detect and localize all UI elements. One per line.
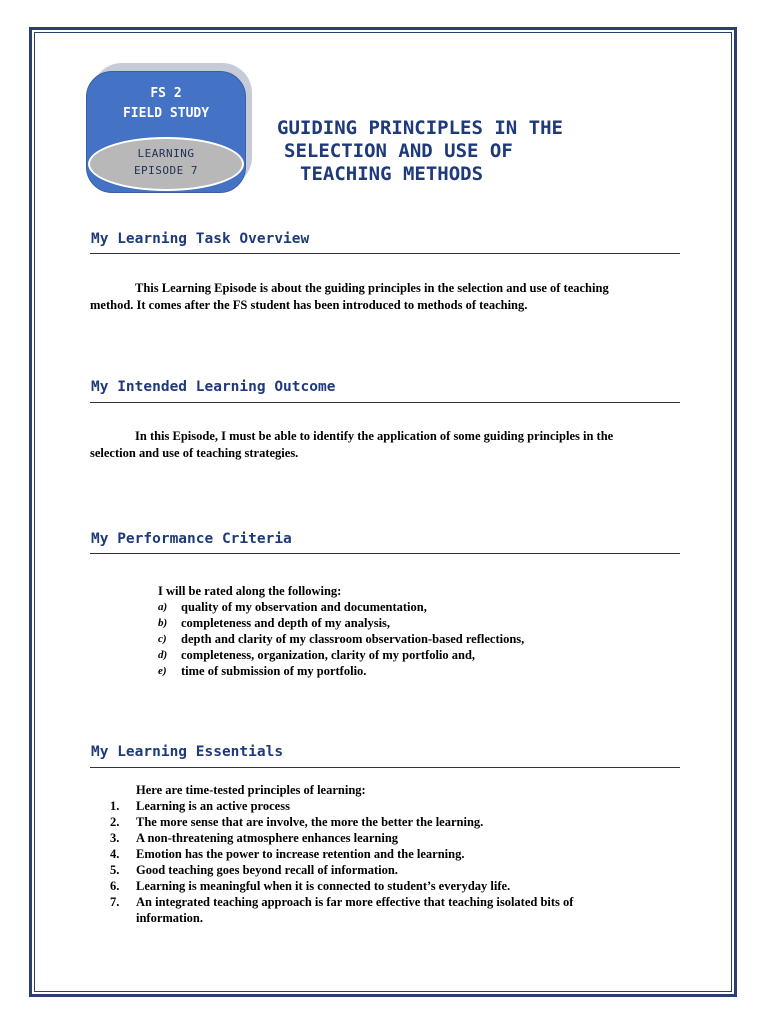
essentials-number: 4.: [110, 847, 120, 861]
criteria-rule: [90, 553, 680, 554]
essentials-item: Emotion has the power to increase retention and the learning.: [136, 847, 465, 861]
essentials-rule: [90, 767, 680, 768]
criteria-item: completeness and depth of my analysis,: [181, 616, 391, 630]
essentials-intro: Here are time-tested principles of learning:: [136, 783, 366, 797]
criteria-marker: d): [158, 649, 168, 661]
essentials-item: The more sense that are involve, the more the better the learning.: [136, 815, 484, 829]
essentials-number: 7.: [110, 895, 120, 909]
essentials-item-continuation: information.: [136, 911, 204, 925]
badge-fs-label: FS 2: [150, 86, 182, 101]
essentials-item: Learning is meaningful when it is connected to student’s everyday life.: [136, 879, 511, 893]
criteria-marker: e): [158, 665, 167, 677]
criteria-item: quality of my observation and documentation,: [181, 600, 427, 614]
criteria-item: completeness, organization, clarity of my portfolio and,: [181, 648, 476, 662]
page-title-line1: GUIDING PRINCIPLES IN THE: [277, 117, 563, 139]
essentials-number: 3.: [110, 831, 120, 845]
criteria-item: time of submission of my portfolio.: [181, 664, 367, 678]
essentials-item: Good teaching goes beyond recall of information.: [136, 863, 398, 877]
page-title-line2: SELECTION AND USE OF: [284, 140, 513, 162]
essentials-item: A non-threatening atmosphere enhances learning: [136, 831, 399, 845]
essentials-number: 5.: [110, 863, 120, 877]
badge-episode-label: EPISODE 7: [133, 164, 199, 177]
outcome-heading: My Intended Learning Outcome: [91, 379, 336, 395]
criteria-item: depth and clarity of my classroom observation-based reflections,: [181, 632, 525, 646]
essentials-number: 2.: [110, 815, 120, 829]
essentials-item: An integrated teaching approach is far more effective that teaching isolated bits of: [136, 895, 574, 909]
badge-field-study-label: FIELD STUDY: [122, 106, 210, 121]
essentials-number: 6.: [110, 879, 120, 893]
essentials-item: Learning is an active process: [136, 799, 290, 813]
essentials-number: 1.: [110, 799, 120, 813]
essentials-heading: My Learning Essentials: [91, 744, 284, 760]
outcome-text-line1: In this Episode, I must be able to identify the application of some guiding principles in the: [135, 429, 614, 443]
criteria-marker: a): [158, 601, 168, 613]
criteria-intro: I will be rated along the following:: [158, 584, 342, 598]
page-title-line3: TEACHING METHODS: [300, 163, 484, 185]
outcome-rule: [90, 402, 680, 403]
overview-text-line1: This Learning Episode is about the guiding principles in the selection and use of teaching: [135, 281, 609, 295]
criteria-marker: c): [158, 633, 167, 645]
overview-text-line2: method. It comes after the FS student has been introduced to methods of teaching.: [90, 298, 528, 312]
overview-rule: [90, 253, 680, 254]
outcome-text-line2: selection and use of teaching strategies.: [90, 446, 299, 460]
overview-heading: My Learning Task Overview: [91, 231, 310, 247]
criteria-heading: My Performance Criteria: [91, 531, 292, 547]
badge-learning-label: LEARNING: [137, 147, 195, 160]
criteria-marker: b): [158, 617, 168, 629]
